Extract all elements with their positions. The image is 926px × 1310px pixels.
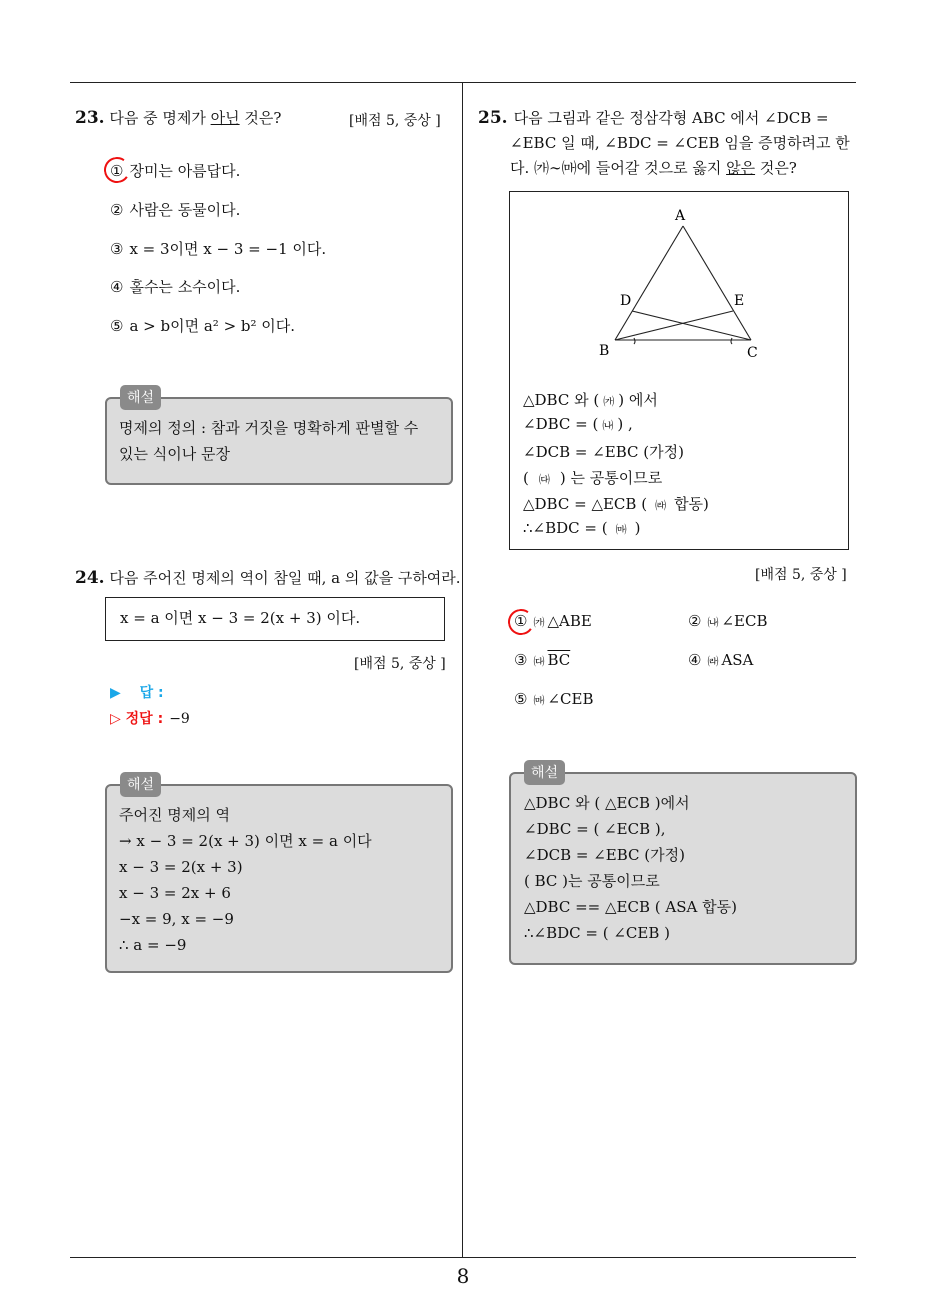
triangle-diagram xyxy=(510,192,850,367)
q23-text-post: 것은? xyxy=(239,109,282,127)
choice-label: ㈒ xyxy=(533,694,545,707)
proof-pre: ∴∠BDC = ( xyxy=(523,519,608,537)
q24-answer-row xyxy=(110,682,164,702)
page-number: 8 xyxy=(456,1264,470,1288)
correct-arrow-icon: ▷ xyxy=(110,711,121,727)
choice-text: 사람은 동물이다. xyxy=(129,201,241,219)
choice-label: ㈑ xyxy=(707,655,719,668)
q25-explanation-tag: 해설 xyxy=(524,760,565,785)
q23-text-underline: 아닌 xyxy=(210,109,240,127)
segment-be xyxy=(615,311,733,340)
proof-pre: △DBC = △ECB ( xyxy=(523,495,648,513)
q24-correct-label: 정답 : xyxy=(125,711,164,727)
q23-explanation-box xyxy=(105,397,453,485)
choice-text: x = 3이면 x − 3 = −1 이다. xyxy=(129,240,327,258)
choice-number: ① xyxy=(514,612,528,630)
segment-dc xyxy=(632,311,751,340)
side-ab xyxy=(615,226,683,340)
proof-pre: △DBC 와 ( xyxy=(523,391,600,409)
q24-score: [배점 5, 중상 ] xyxy=(354,656,446,672)
bottom-rule xyxy=(70,1257,856,1258)
proof-pre: ( xyxy=(523,469,529,487)
proof-post: ) xyxy=(634,519,641,537)
q23-header xyxy=(75,106,281,131)
q23-text-pre: 다음 중 명제가 xyxy=(109,109,211,127)
q24-explanation-box xyxy=(105,784,453,973)
label-e: E xyxy=(734,293,745,309)
choice-text: $\overline{BC}$ xyxy=(547,651,571,669)
label-d: D xyxy=(620,293,632,309)
angle-mark-c xyxy=(731,338,732,344)
q23-score: [배점 5, 중상 ] xyxy=(349,113,441,129)
choice-text: 장미는 아름답다. xyxy=(129,162,241,180)
q23-number: 23. xyxy=(75,108,105,128)
choice-label: ㈏ xyxy=(707,616,719,629)
choice-text: ∠CEB xyxy=(547,690,594,708)
choice-number: ② xyxy=(110,201,124,219)
q25-choice-3[interactable] xyxy=(514,651,570,669)
choice-number: ④ xyxy=(688,651,702,669)
proof-line-6 xyxy=(523,519,640,537)
q23-choice-2[interactable] xyxy=(110,199,240,220)
proof-post: ) , xyxy=(617,415,633,433)
proof-blank: ㈐ xyxy=(538,473,550,486)
proof-line-3 xyxy=(523,441,684,462)
choice-number: ② xyxy=(688,612,702,630)
proof-blank: ㈒ xyxy=(615,523,627,536)
choice-text: 홀수는 소수이다. xyxy=(129,278,241,296)
q24-statement-box xyxy=(105,597,445,641)
explanation-line: ∠DBC = ( ∠ECB ), xyxy=(524,820,666,838)
q25-number: 25. xyxy=(478,108,508,128)
q25-figure-box xyxy=(509,191,849,550)
label-a: A xyxy=(675,208,686,224)
q25-choice-4[interactable] xyxy=(688,651,753,669)
proof-pre: ∠DCB = ∠EBC (가정) xyxy=(523,443,684,461)
proof-blank: ㈎ xyxy=(603,395,615,408)
explanation-line: ( BC )는 공통이므로 xyxy=(524,872,660,890)
q23-choice-1[interactable] xyxy=(110,160,240,181)
q25-text-line2: ∠EBC 일 때, ∠BDC = ∠CEB 임을 증명하려고 한 xyxy=(510,134,850,152)
angle-mark-b xyxy=(634,338,635,344)
choice-number: ③ xyxy=(514,651,528,669)
proof-line-5 xyxy=(523,493,709,514)
q25-choice-1[interactable] xyxy=(514,612,592,630)
explanation-line: 있는 식이나 문장 xyxy=(119,445,230,463)
q24-header xyxy=(75,566,461,591)
proof-post: ) 에서 xyxy=(618,391,658,409)
q23-choice-3[interactable] xyxy=(110,238,326,259)
choice-label: ㈐ xyxy=(533,655,545,668)
q25-text-line3-post: 것은? xyxy=(755,159,797,177)
choice-text: △ABE xyxy=(547,612,592,630)
q24-statement: x = a 이면 x − 3 = 2(x + 3) 이다. xyxy=(120,609,361,627)
choice-label: ㈎ xyxy=(533,616,545,629)
choice-number: ③ xyxy=(110,240,124,258)
q24-text: 다음 주어진 명제의 역이 참일 때, a 의 값을 구하여라. xyxy=(109,569,461,587)
q25-text-line3-pre: 다. ㈎∼㈒에 들어갈 것으로 옳지 xyxy=(510,159,727,177)
q25-text-line3-underline: 않은 xyxy=(726,159,756,177)
side-ac xyxy=(683,226,751,340)
answer-arrow-icon: ▶ xyxy=(110,685,121,701)
explanation-line: 명제의 정의 : 참과 거짓을 명확하게 판별할 수 xyxy=(119,419,419,437)
explanation-line: ∴∠BDC = ( ∠CEB ) xyxy=(524,924,671,942)
explanation-line: 주어진 명제의 역 xyxy=(119,806,230,824)
q25-choice-5[interactable] xyxy=(514,690,593,708)
explanation-line: △DBC 와 ( △ECB )에서 xyxy=(524,794,690,812)
q25-text-line1: 다음 그림과 같은 정삼각형 ABC 에서 ∠DCB = xyxy=(513,109,829,127)
explanation-line: x − 3 = 2x + 6 xyxy=(119,884,231,902)
choice-number: ⑤ xyxy=(514,690,528,708)
proof-pre: ∠DBC = ( xyxy=(523,415,599,433)
q25-header xyxy=(478,106,858,181)
q24-number: 24. xyxy=(75,568,105,588)
proof-post: 합동) xyxy=(674,495,709,513)
top-rule xyxy=(70,82,856,83)
q25-score: [배점 5, 중상 ] xyxy=(755,567,847,583)
choice-text: ASA xyxy=(721,651,754,669)
q25-explanation-box xyxy=(509,772,857,965)
proof-line-2 xyxy=(523,415,633,433)
q25-choice-2[interactable] xyxy=(688,612,767,630)
explanation-line: ∠DCB = ∠EBC (가정) xyxy=(524,846,685,864)
explanation-line: △DBC == △ECB ( ASA 합동) xyxy=(524,898,737,916)
q23-choice-4[interactable] xyxy=(110,276,240,297)
column-divider xyxy=(462,82,463,1257)
choice-text: a > b이면 a² > b² 이다. xyxy=(129,317,296,335)
choice-text: ∠ECB xyxy=(721,612,768,630)
explanation-line: → x − 3 = 2(x + 3) 이면 x = a 이다 xyxy=(119,832,372,850)
label-b: B xyxy=(599,343,610,359)
q23-explanation-tag: 해설 xyxy=(120,385,161,410)
proof-line-4 xyxy=(523,467,662,488)
proof-line-1 xyxy=(523,389,658,410)
proof-blank: ㈏ xyxy=(602,419,614,432)
choice-number: ① xyxy=(110,162,124,180)
q24-correct-value: −9 xyxy=(169,711,190,727)
choice-number: ⑤ xyxy=(110,317,124,335)
q24-explanation-tag: 해설 xyxy=(120,772,161,797)
proof-blank: ㈑ xyxy=(655,499,667,512)
q24-answer-label: 답 : xyxy=(139,685,164,701)
proof-post: ) 는 공통이므로 xyxy=(559,469,663,487)
label-c: C xyxy=(747,345,758,361)
q24-correct-row xyxy=(110,708,190,728)
choice-number: ④ xyxy=(110,278,124,296)
explanation-line: −x = 9, x = −9 xyxy=(119,910,234,928)
explanation-line: x − 3 = 2(x + 3) xyxy=(119,858,243,876)
explanation-line: ∴ a = −9 xyxy=(119,936,187,954)
q23-choice-5[interactable] xyxy=(110,315,295,336)
